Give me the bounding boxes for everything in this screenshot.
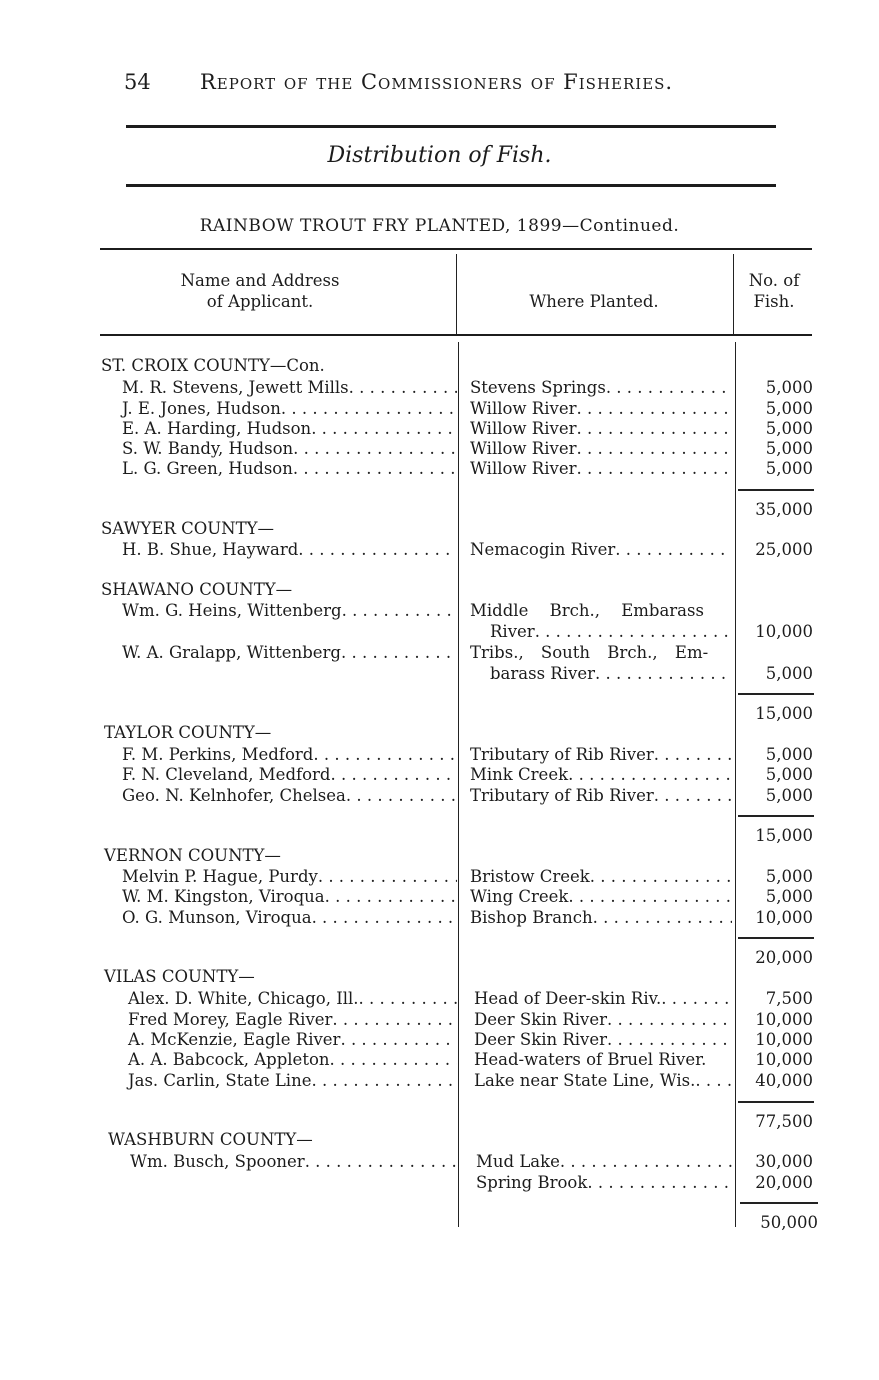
fish-count-cell: 5,000 <box>765 786 813 805</box>
county-heading: ST. CROIX COUNTY—Con. <box>101 356 325 375</box>
fish-count-cell: 7,500 <box>765 989 813 1008</box>
table-top-rule <box>100 248 812 250</box>
fish-count-cell: 40,000 <box>755 1071 813 1090</box>
subtotal-rule <box>738 937 814 939</box>
county-total: 50,000 <box>760 1213 818 1232</box>
where-planted-cell: Wing Creek . . . <box>470 886 732 907</box>
top-rule <box>126 125 776 128</box>
applicant-cell: Wm. G. Heins, Wittenberg . . . <box>122 600 457 621</box>
county-total: 15,000 <box>755 704 813 723</box>
where-planted-cell: Bishop Branch . . . <box>470 907 732 928</box>
where-planted-cell: Willow River . . . <box>470 438 732 459</box>
where-planted-cell: Tributary of Rib River . . . <box>470 744 732 765</box>
applicant-cell: Melvin P. Hague, Purdy . . . <box>122 866 457 887</box>
where-planted-cell: Lake near State Line, Wis. . . . <box>474 1070 732 1091</box>
where-planted-cell: Nemacogin River . . . <box>470 539 732 560</box>
fish-count-cell: 30,000 <box>755 1152 813 1171</box>
where-planted-cell: Mink Creek . . . <box>470 764 732 785</box>
applicant-cell: A. A. Babcock, Appleton . . . <box>128 1049 457 1070</box>
body-divider-2 <box>735 342 736 1227</box>
county-heading: VILAS COUNTY— <box>104 967 255 986</box>
subtotal-rule <box>738 693 814 695</box>
fish-count-cell: 5,000 <box>765 765 813 784</box>
applicant-cell: S. W. Bandy, Hudson . . . <box>122 438 457 459</box>
fish-count-cell: 10,000 <box>755 1030 813 1049</box>
header-fish-line1: No. of <box>748 271 800 290</box>
where-planted-cell: Head of Deer-skin Riv. . . . <box>474 988 732 1009</box>
where-planted-cell: Deer Skin River . . . <box>474 1009 732 1030</box>
where-planted-cell: Willow River . . . <box>470 458 732 479</box>
table-title: RAINBOW TROUT FRY PLANTED, 1899—Continued. <box>199 216 680 236</box>
where-planted-continuation: River . . . <box>490 621 732 642</box>
header-applicant-line2: of Applicant. <box>206 292 314 311</box>
fish-count-cell: 5,000 <box>765 439 813 458</box>
subtotal-rule <box>738 489 814 491</box>
county-heading: SHAWANO COUNTY— <box>101 580 293 599</box>
applicant-cell: Geo. N. Kelnhofer, Chelsea . . . <box>122 785 457 806</box>
county-total: 15,000 <box>755 826 813 845</box>
fish-count-cell: 10,000 <box>755 622 813 641</box>
running-title: Report of the Commissioners of Fisheries. <box>200 70 674 94</box>
where-planted-cell: Willow River . . . <box>470 418 732 439</box>
applicant-cell: F. N. Cleveland, Medford . . . <box>122 764 457 785</box>
header-where-planted: Where Planted. <box>529 292 659 311</box>
applicant-cell: L. G. Green, Hudson . . . <box>122 458 457 479</box>
column-divider-2 <box>733 254 734 334</box>
county-heading: SAWYER COUNTY— <box>101 519 275 538</box>
county-heading: VERNON COUNTY— <box>104 846 281 865</box>
where-planted-cell: Spring Brook . . . <box>476 1172 732 1193</box>
fish-count-cell: 5,000 <box>765 664 813 683</box>
fish-count-cell: 5,000 <box>765 887 813 906</box>
header-no-of-fish <box>738 270 810 312</box>
where-planted-continuation: barass River . . . <box>490 663 732 684</box>
where-planted-cell: Willow River . . . <box>470 398 732 419</box>
where-planted-cell: Stevens Springs . . . <box>470 377 732 398</box>
applicant-cell: Fred Morey, Eagle River . . . <box>128 1009 457 1030</box>
header-fish-line2: Fish. <box>753 292 795 311</box>
where-planted-cell: Tribs., South Brch., Em- <box>470 643 709 662</box>
fish-count-cell: 10,000 <box>755 1010 813 1029</box>
where-planted-cell: Head-waters of Bruel River. <box>474 1050 707 1069</box>
applicant-cell: W. M. Kingston, Viroqua . . . <box>122 886 457 907</box>
applicant-cell: Alex. D. White, Chicago, Ill. . . . <box>128 988 457 1009</box>
applicant-cell: O. G. Munson, Viroqua . . . <box>122 907 457 928</box>
where-planted-cell: Middle Brch., Embarass <box>470 601 704 620</box>
applicant-cell: J. E. Jones, Hudson . . . <box>122 398 457 419</box>
applicant-cell: E. A. Harding, Hudson . . . <box>122 418 457 439</box>
where-planted-cell: Deer Skin River . . . <box>474 1029 732 1050</box>
applicant-cell: H. B. Shue, Hayward . . . <box>122 539 457 560</box>
section-subtitle: Distribution of Fish. <box>327 143 552 168</box>
applicant-cell: M. R. Stevens, Jewett Mills . . . <box>122 377 457 398</box>
fish-count-cell: 5,000 <box>765 459 813 478</box>
page-number: 54 <box>124 70 151 94</box>
subtotal-rule <box>740 1202 818 1204</box>
applicant-cell: Jas. Carlin, State Line . . . <box>128 1070 457 1091</box>
fish-count-cell: 5,000 <box>765 419 813 438</box>
fish-count-cell: 10,000 <box>755 908 813 927</box>
county-heading: WASHBURN COUNTY— <box>108 1130 313 1149</box>
subtotal-rule <box>738 815 814 817</box>
applicant-cell: W. A. Gralapp, Wittenberg . . . <box>122 642 457 663</box>
fish-count-cell: 5,000 <box>765 399 813 418</box>
county-total: 35,000 <box>755 500 813 519</box>
fish-count-cell: 5,000 <box>765 867 813 886</box>
fish-count-cell: 25,000 <box>755 540 813 559</box>
applicant-cell: F. M. Perkins, Medford . . . <box>122 744 457 765</box>
column-divider-1 <box>456 254 457 334</box>
fish-count-cell: 5,000 <box>765 378 813 397</box>
county-heading: TAYLOR COUNTY— <box>104 723 272 742</box>
table-header-rule <box>100 334 812 336</box>
header-applicant <box>140 270 380 312</box>
applicant-cell: A. McKenzie, Eagle River . . . <box>128 1029 457 1050</box>
where-planted-cell: Bristow Creek . . . <box>470 866 732 887</box>
header-applicant-line1: Name and Address <box>180 271 340 290</box>
fish-count-cell: 5,000 <box>765 745 813 764</box>
subtotal-rule <box>738 1101 814 1103</box>
subtitle-rule <box>126 184 776 187</box>
where-planted-cell: Mud Lake . . . <box>476 1151 732 1172</box>
county-total: 77,500 <box>755 1112 813 1131</box>
fish-count-cell: 20,000 <box>755 1173 813 1192</box>
applicant-cell: Wm. Busch, Spooner . . . <box>130 1151 457 1172</box>
body-divider-1 <box>458 342 459 1227</box>
county-total: 20,000 <box>755 948 813 967</box>
where-planted-cell: Tributary of Rib River . . . <box>470 785 732 806</box>
fish-count-cell: 10,000 <box>755 1050 813 1069</box>
